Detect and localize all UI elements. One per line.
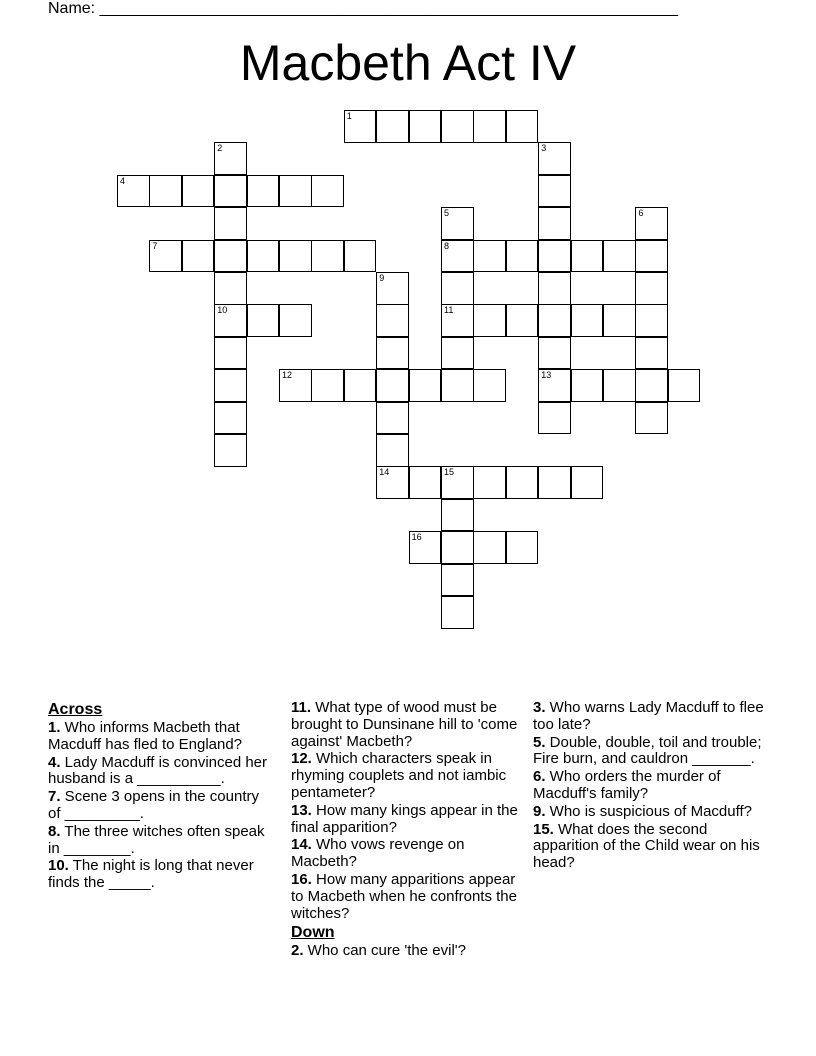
grid-cell[interactable]	[214, 175, 247, 208]
grid-cell[interactable]	[571, 304, 604, 337]
clue-text: Who is suspicious of Macduff?	[545, 802, 752, 820]
grid-cell[interactable]	[538, 272, 571, 305]
clue-text: How many kings appear in the final apparition?	[291, 801, 518, 836]
grid-cell[interactable]	[279, 175, 312, 208]
clue-number-label: 16	[411, 532, 422, 543]
grid-cell[interactable]	[473, 240, 506, 273]
grid-cell[interactable]	[506, 304, 539, 337]
page-title: Macbeth Act IV	[239, 35, 577, 91]
clue-text: Double, double, toil and trouble; Fire burn, and cauldron _______.	[533, 733, 762, 768]
clue-text: Who orders the murder of Macduff's family?	[533, 768, 721, 802]
grid-cell[interactable]	[376, 466, 409, 499]
grid-cell[interactable]	[538, 175, 571, 208]
clue-number: 6.	[533, 768, 546, 786]
grid-cell[interactable]	[635, 369, 668, 402]
grid-cell[interactable]	[441, 337, 474, 370]
grid-cell[interactable]	[214, 434, 247, 467]
grid-cell[interactable]	[635, 272, 668, 305]
grid-cell[interactable]	[247, 240, 280, 273]
clue-number-label: 4	[120, 175, 126, 186]
clue-number: 2.	[291, 942, 304, 960]
grid-cell[interactable]	[376, 272, 409, 305]
grid-cell[interactable]	[344, 110, 377, 143]
grid-cell[interactable]	[409, 466, 442, 499]
grid-cell[interactable]	[441, 369, 474, 402]
grid-cell[interactable]	[311, 240, 344, 273]
grid-cell[interactable]	[376, 369, 409, 402]
grid-cell[interactable]	[538, 402, 571, 435]
grid-cell[interactable]	[473, 531, 506, 564]
clue-item	[533, 735, 771, 769]
across-clue-list	[48, 720, 268, 892]
grid-cell[interactable]	[214, 142, 247, 175]
clue-item	[48, 755, 268, 789]
clue-number: 15.	[533, 820, 554, 838]
clue-number-label: 13	[541, 370, 552, 381]
grid-cell[interactable]	[182, 175, 215, 208]
clue-number: 14.	[291, 836, 312, 854]
grid-cell[interactable]	[635, 304, 668, 337]
grid-cell[interactable]	[571, 240, 604, 273]
clue-number: 12.	[291, 750, 312, 768]
grid-cell[interactable]	[506, 110, 539, 143]
clue-text: Who informs Macbeth that Macduff has fled to England?	[48, 719, 243, 753]
grid-cell[interactable]	[538, 337, 571, 370]
clue-number: 1.	[48, 719, 61, 736]
clue-item	[291, 872, 526, 922]
clue-number: 4.	[48, 753, 61, 771]
grid-cell[interactable]	[344, 240, 377, 273]
grid-cell[interactable]	[603, 369, 636, 402]
grid-cell[interactable]	[441, 207, 474, 240]
down-heading: Down	[291, 924, 335, 942]
grid-cell[interactable]	[376, 304, 409, 337]
grid-cell[interactable]	[279, 240, 312, 273]
clue-text: How many apparitions appear to Macbeth when he confronts the witches?	[291, 870, 517, 922]
grid-cell[interactable]	[376, 337, 409, 370]
grid-cell[interactable]	[635, 337, 668, 370]
grid-cell[interactable]	[635, 240, 668, 273]
clue-number-label: 6	[638, 208, 644, 219]
clue-number-label: 12	[282, 370, 293, 381]
across-clue-list-continued	[291, 700, 526, 922]
clue-item	[533, 822, 771, 872]
clue-number-label: 8	[444, 240, 450, 251]
clue-text: Who can cure 'the evil'?	[303, 942, 466, 960]
grid-cell[interactable]	[247, 304, 280, 337]
clue-number: 16.	[291, 870, 312, 888]
clue-number: 13.	[291, 801, 312, 819]
clue-number-label: 10	[217, 305, 228, 316]
grid-cell[interactable]	[538, 304, 571, 337]
clue-number-label: 7	[152, 240, 158, 251]
grid-cell[interactable]	[473, 304, 506, 337]
grid-cell[interactable]	[409, 531, 442, 564]
clue-number: 9.	[533, 802, 546, 820]
grid-cell[interactable]	[441, 564, 474, 597]
clue-text: Scene 3 opens in the country of _________.	[48, 788, 259, 822]
grid-cell[interactable]	[214, 207, 247, 240]
grid-cell[interactable]	[214, 369, 247, 402]
grid-cell[interactable]	[376, 110, 409, 143]
grid-cell[interactable]	[214, 337, 247, 370]
grid-cell[interactable]	[473, 466, 506, 499]
grid-cell[interactable]	[409, 110, 442, 143]
clue-item	[291, 700, 526, 750]
grid-cell[interactable]	[117, 175, 150, 208]
clue-number: 11.	[291, 699, 312, 716]
grid-cell[interactable]	[603, 304, 636, 337]
grid-cell[interactable]	[441, 466, 474, 499]
grid-cell[interactable]	[214, 240, 247, 273]
clue-number-label: 3	[541, 143, 547, 154]
grid-cell[interactable]	[214, 272, 247, 305]
clue-number: 7.	[48, 788, 61, 806]
grid-cell[interactable]	[571, 369, 604, 402]
clue-number: 3.	[533, 699, 546, 716]
grid-cell[interactable]	[473, 110, 506, 143]
grid-cell[interactable]	[635, 402, 668, 435]
clue-number-label: 15	[444, 467, 455, 478]
grid-cell[interactable]	[214, 304, 247, 337]
grid-cell[interactable]	[182, 240, 215, 273]
clue-number-label: 5	[444, 208, 450, 219]
grid-cell[interactable]	[279, 369, 312, 402]
clue-text: Who vows revenge on Macbeth?	[291, 836, 465, 871]
grid-cell[interactable]	[409, 369, 442, 402]
grid-cell[interactable]	[571, 466, 604, 499]
grid-cell[interactable]	[149, 240, 182, 273]
grid-cell[interactable]	[311, 369, 344, 402]
grid-cell[interactable]	[311, 175, 344, 208]
clue-item	[291, 943, 526, 960]
grid-cell[interactable]	[441, 110, 474, 143]
grid-cell[interactable]	[376, 402, 409, 435]
grid-cell[interactable]	[538, 207, 571, 240]
clue-text: Who warns Lady Macduff to flee too late?	[533, 699, 764, 733]
clue-item	[291, 803, 526, 837]
grid-cell[interactable]	[538, 369, 571, 402]
across-heading: Across	[48, 701, 103, 718]
clue-item	[48, 789, 268, 823]
grid-cell[interactable]	[441, 272, 474, 305]
clues-column-1	[48, 700, 268, 893]
clue-text: Lady Macduff is convinced her husband is a __________.	[48, 753, 268, 788]
clue-item	[48, 720, 268, 754]
clue-number-label: 2	[217, 143, 223, 154]
grid-cell[interactable]	[279, 304, 312, 337]
down-clue-list	[291, 943, 526, 960]
grid-cell[interactable]	[506, 531, 539, 564]
clue-text: What does the second apparition of the Child wear on his head?	[533, 820, 760, 872]
grid-cell[interactable]	[538, 466, 571, 499]
clue-item	[533, 804, 771, 821]
clue-item	[533, 700, 771, 734]
grid-cell[interactable]	[538, 142, 571, 175]
clue-number: 10.	[48, 857, 69, 875]
clue-text: What type of wood must be brought to Dunsinane hill to 'come against' Macbeth?	[291, 699, 518, 750]
grid-cell[interactable]	[214, 402, 247, 435]
grid-cell[interactable]	[149, 175, 182, 208]
clue-text: Which characters speak in rhyming couplets and not iambic pentameter?	[291, 750, 507, 801]
grid-cell[interactable]	[441, 596, 474, 629]
clue-text: The night is long that never finds the _____.	[48, 857, 254, 892]
clue-number-label: 14	[379, 467, 390, 478]
grid-cell[interactable]	[506, 466, 539, 499]
grid-cell[interactable]	[473, 369, 506, 402]
grid-cell[interactable]	[376, 434, 409, 467]
grid-cell[interactable]	[441, 531, 474, 564]
clue-number: 8.	[48, 822, 61, 840]
clue-number-label: 1	[346, 111, 352, 121]
clue-item	[291, 837, 526, 871]
clue-item	[291, 751, 526, 801]
clue-item	[48, 858, 268, 892]
clue-item	[533, 769, 771, 803]
grid-cell[interactable]	[538, 240, 571, 273]
clue-item	[48, 824, 268, 858]
grid-cell[interactable]	[506, 240, 539, 273]
grid-cell[interactable]	[441, 240, 474, 273]
grid-cell[interactable]	[247, 175, 280, 208]
clue-number-label: 9	[379, 273, 385, 283]
grid-cell[interactable]	[603, 240, 636, 273]
grid-cell[interactable]	[668, 369, 701, 402]
grid-cell[interactable]	[635, 207, 668, 240]
clue-number-label: 11	[444, 305, 454, 316]
name-field-label[interactable]: Name: _________________________________________________________________	[48, 0, 678, 17]
down-clue-list-continued	[533, 700, 771, 872]
clue-text: The three witches often speak in ________.	[48, 822, 265, 857]
grid-cell[interactable]	[441, 304, 474, 337]
grid-cell[interactable]	[344, 369, 377, 402]
clues-column-2	[291, 700, 526, 961]
clues-column-3	[533, 700, 771, 873]
grid-cell[interactable]	[441, 499, 474, 532]
clue-number: 5.	[533, 733, 546, 751]
